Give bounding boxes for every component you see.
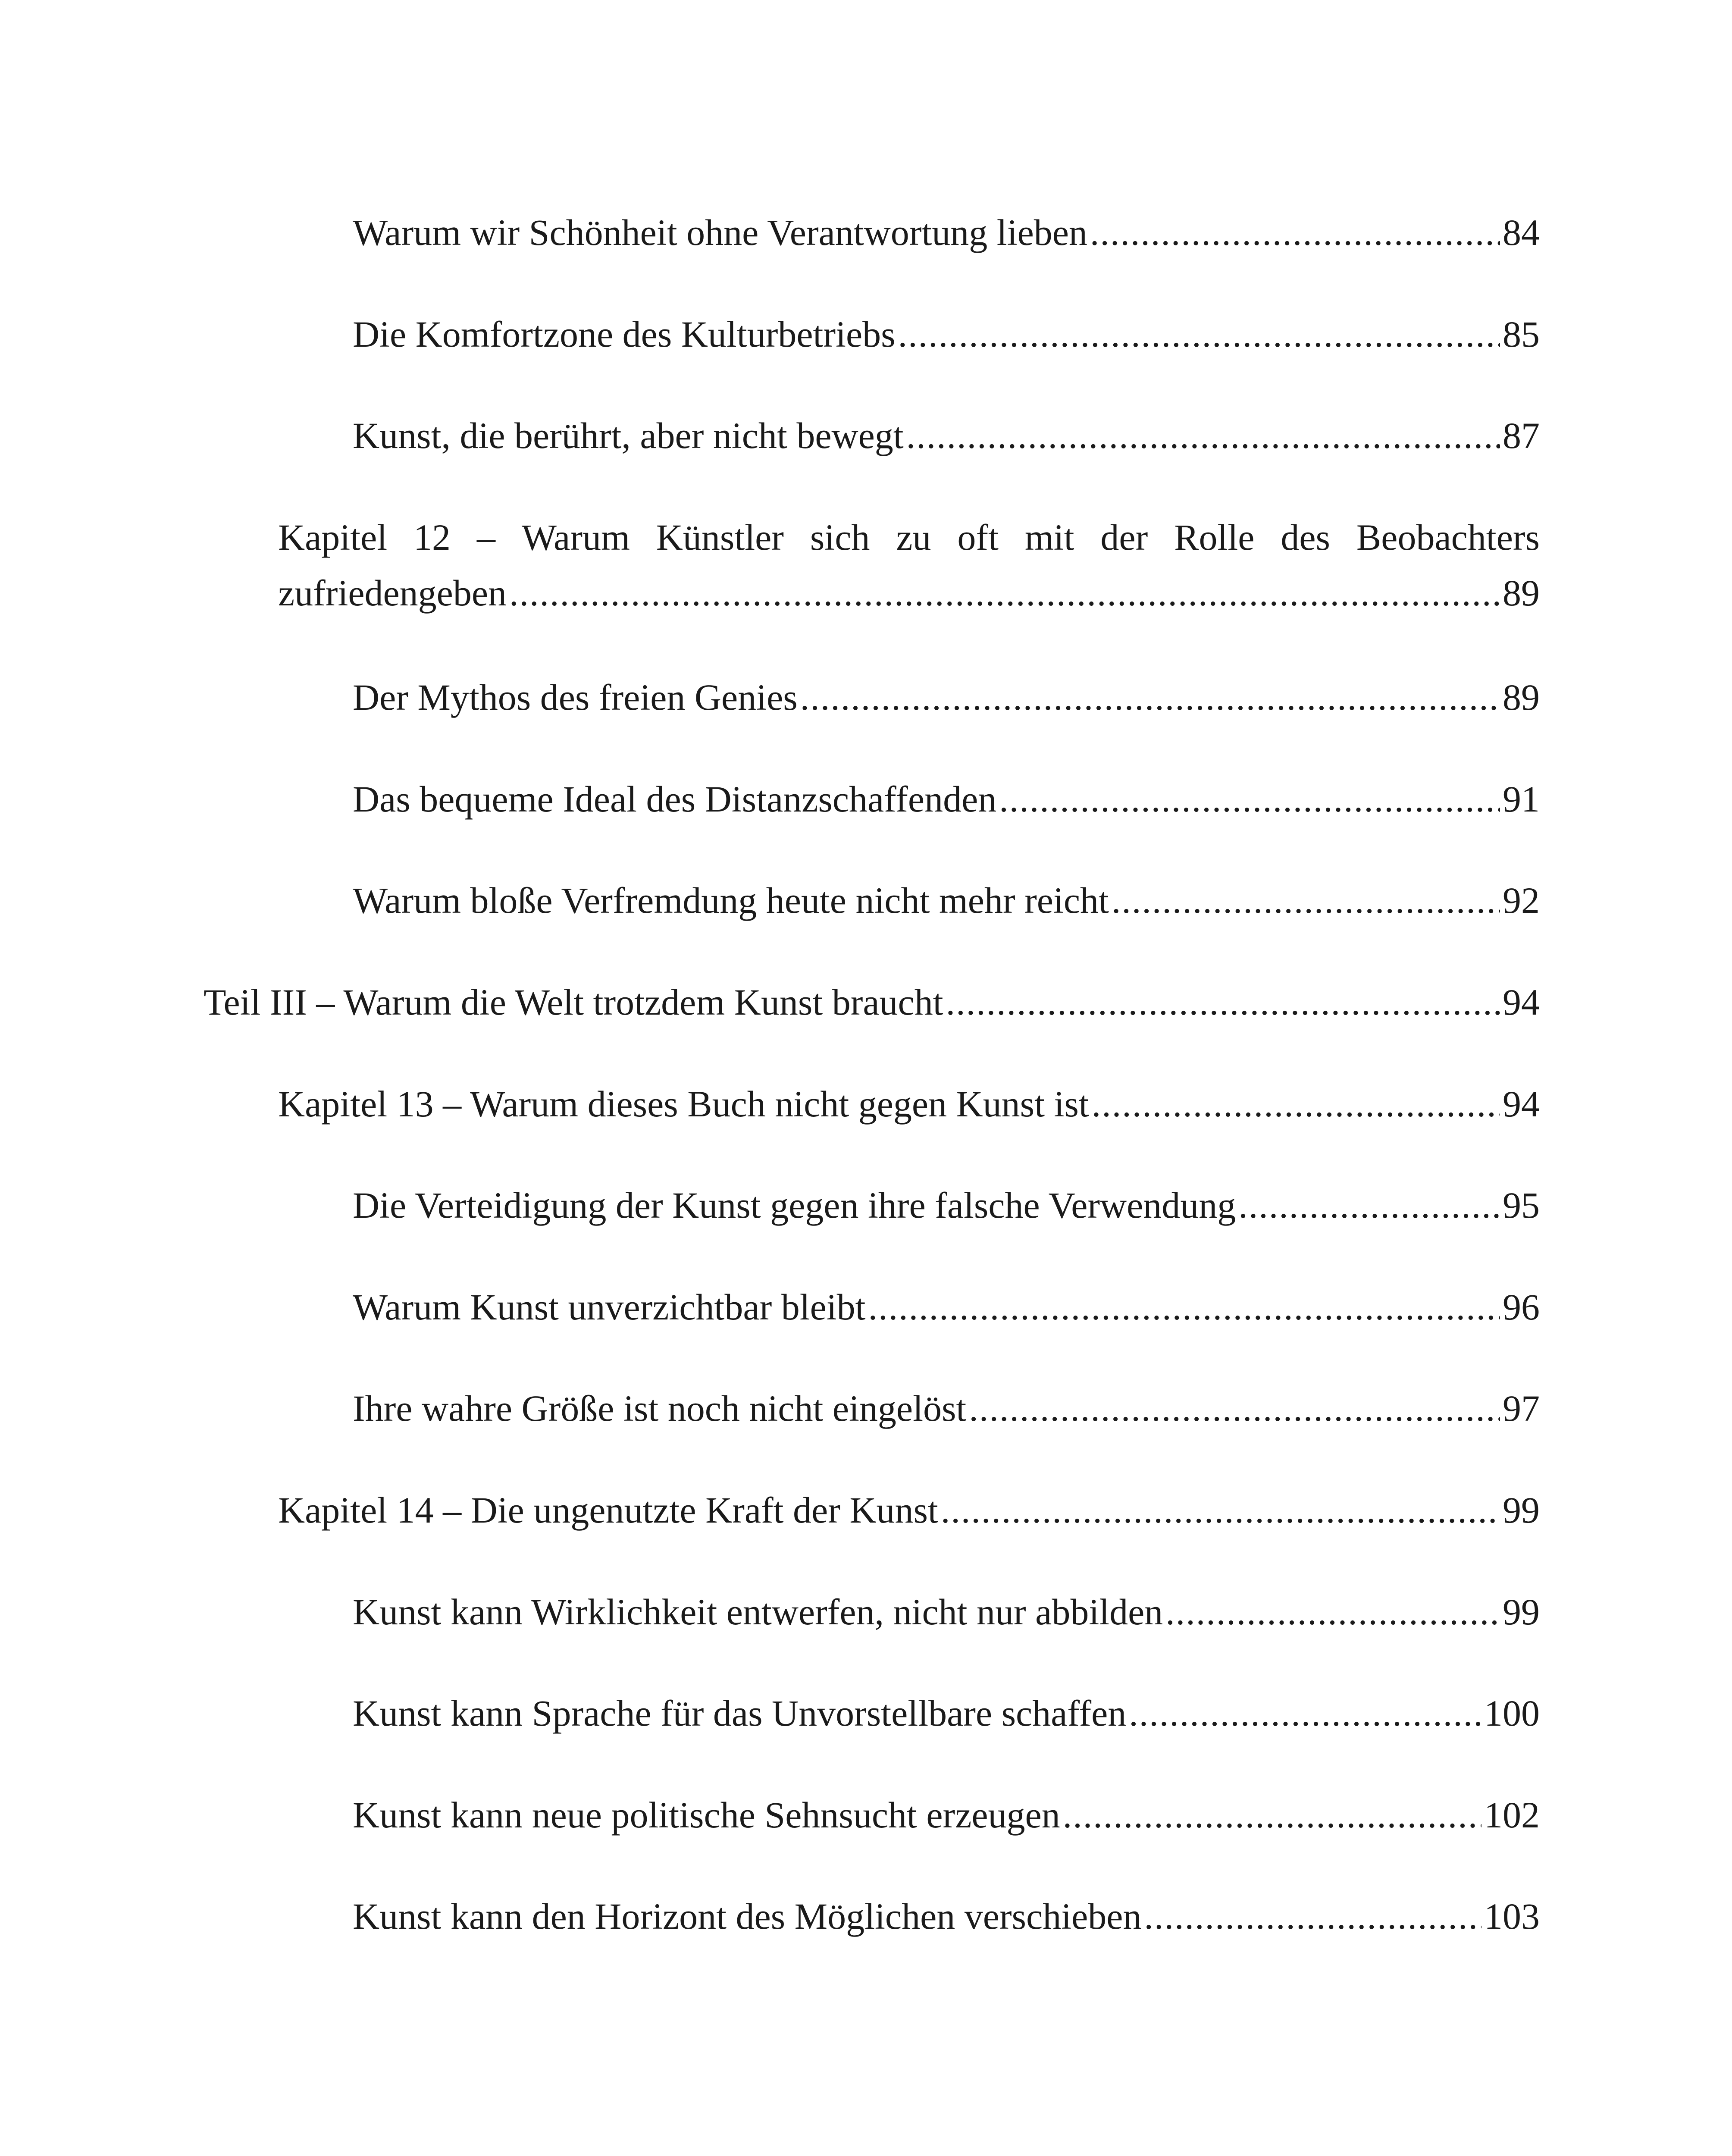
toc-entry-title: Die Komfortzone des Kulturbetriebs (353, 313, 896, 355)
toc-entry[interactable] (353, 670, 1540, 725)
toc-entry-page-number: 95 (1503, 1185, 1540, 1226)
toc-entry-title: Teil III – Warum die Welt trotzdem Kunst braucht (204, 981, 943, 1023)
toc-entry-page-number: 96 (1503, 1286, 1540, 1328)
dot-leader (906, 408, 1500, 464)
toc-entry-page-number: 91 (1503, 778, 1540, 820)
dot-leader (1165, 1584, 1500, 1640)
toc-entry-title: Ihre wahre Größe ist noch nicht eingelöst (353, 1388, 967, 1429)
toc-entry-title: Kunst kann neue politische Sehnsucht erzeugen (353, 1794, 1060, 1836)
toc-entry-page-number: 103 (1484, 1896, 1540, 1937)
toc-entry-title: Die Verteidigung der Kunst gegen ihre falsche Verwendung (353, 1185, 1236, 1226)
dot-leader (1063, 1787, 1481, 1843)
toc-entry-page-number: 89 (1503, 677, 1540, 718)
toc-entry-title: Warum wir Schönheit ohne Verantwortung lieben (353, 212, 1087, 253)
toc-entry-page-number: 89 (1503, 572, 1540, 614)
dot-leader (1090, 205, 1500, 260)
toc-entry[interactable] (353, 1787, 1540, 1843)
toc-entry-title: Kunst, die berührt, aber nicht bewegt (353, 415, 904, 456)
title-word: Rolle (1174, 517, 1255, 558)
dot-leader (999, 771, 1500, 827)
toc-entry[interactable] (353, 771, 1540, 827)
toc-entry-page-number: 100 (1484, 1692, 1540, 1734)
toc-entry-page-number: 92 (1503, 880, 1540, 921)
toc-entry-title-line-2: zufriedengeben (278, 572, 507, 614)
dot-leader (946, 975, 1500, 1030)
toc-entry[interactable] (353, 873, 1540, 928)
dot-leader (509, 565, 1500, 621)
toc-entry[interactable] (353, 307, 1540, 362)
toc-entry-title: Kapitel 13 – Warum dieses Buch nicht gegen Kunst ist (278, 1083, 1089, 1125)
toc-entry-chapter[interactable] (278, 1076, 1540, 1132)
dot-leader (800, 670, 1500, 725)
toc-entry-page-number: 99 (1503, 1489, 1540, 1531)
dot-leader (969, 1381, 1500, 1436)
toc-entry-page-number: 87 (1503, 415, 1540, 456)
title-word: Künstler (656, 517, 784, 558)
toc-entry-page-number: 99 (1503, 1591, 1540, 1633)
title-word: der (1100, 517, 1148, 558)
toc-entry-title: Der Mythos des freien Genies (353, 677, 798, 718)
toc-entry-page-number: 94 (1503, 1083, 1540, 1125)
toc-entry-title: Kunst kann den Horizont des Möglichen verschieben (353, 1896, 1142, 1937)
toc-entry[interactable] (353, 1279, 1540, 1335)
toc-entry-chapter[interactable] (278, 510, 1540, 621)
dot-leader (898, 307, 1500, 362)
dot-leader (1112, 873, 1500, 928)
toc-entry[interactable] (353, 408, 1540, 464)
toc-entry-chapter[interactable] (278, 1482, 1540, 1538)
title-word: sich (810, 517, 870, 558)
toc-entry[interactable] (353, 1584, 1540, 1640)
toc-entry-page-number: 97 (1503, 1388, 1540, 1429)
toc-entry-title: Warum Kunst unverzichtbar bleibt (353, 1286, 866, 1328)
title-word: Kapitel (278, 517, 388, 558)
dot-leader (868, 1279, 1500, 1335)
toc-entry[interactable] (353, 205, 1540, 260)
toc-entry[interactable] (353, 1686, 1540, 1741)
title-word: Beobachters (1356, 517, 1540, 558)
title-word: – (476, 517, 495, 558)
title-word: mit (1024, 517, 1074, 558)
dot-leader (1144, 1889, 1481, 1944)
toc-entry-title-line-1 (278, 510, 1540, 565)
dot-leader (1129, 1686, 1481, 1741)
toc-entry-title: Warum bloße Verfremdung heute nicht mehr reicht (353, 880, 1109, 921)
toc-entry[interactable] (353, 1889, 1540, 1944)
toc-entry-page-number: 84 (1503, 212, 1540, 253)
toc-entry[interactable] (353, 1381, 1540, 1436)
title-word: oft (957, 517, 999, 558)
title-word: zu (896, 517, 931, 558)
dot-leader (1092, 1076, 1500, 1132)
title-word: 12 (413, 517, 451, 558)
toc-entry-title: Das bequeme Ideal des Distanzschaffenden (353, 778, 997, 820)
title-word: des (1281, 517, 1331, 558)
toc-entry-title: Kapitel 14 – Die ungenutzte Kraft der Kunst (278, 1489, 938, 1531)
toc-entry-page-number: 102 (1484, 1794, 1540, 1836)
dot-leader (1238, 1178, 1500, 1233)
toc-entry-page-number: 94 (1503, 981, 1540, 1023)
toc-entry-page-number: 85 (1503, 313, 1540, 355)
toc-entry-title: Kunst kann Wirklichkeit entwerfen, nicht nur abbilden (353, 1591, 1163, 1633)
toc-entry-title: Kunst kann Sprache für das Unvorstellbare schaffen (353, 1692, 1127, 1734)
toc-entry[interactable] (353, 1178, 1540, 1233)
dot-leader (941, 1482, 1500, 1538)
title-word: Warum (521, 517, 630, 558)
toc-entry-part[interactable] (204, 975, 1540, 1030)
